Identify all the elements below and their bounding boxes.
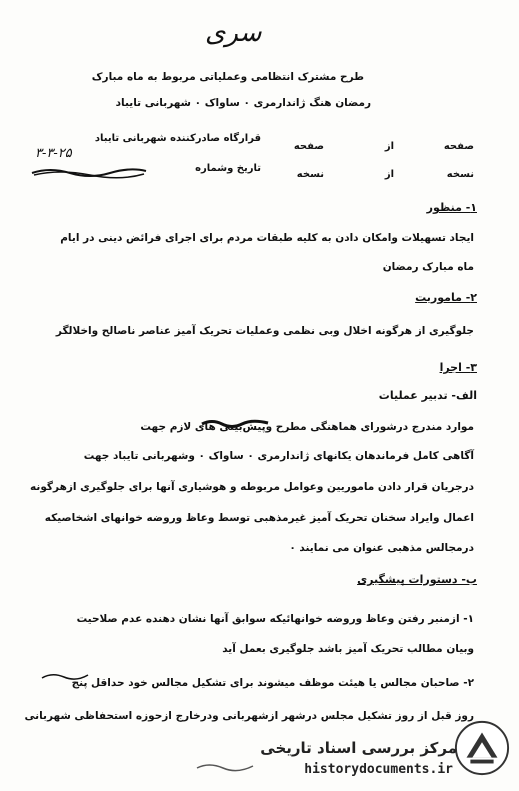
copy-total: نسخه xyxy=(296,169,324,180)
page-label: صفحه xyxy=(443,141,474,152)
copy-label: نسخه xyxy=(446,169,474,180)
section-2-heading: ۲- ماموریت xyxy=(415,291,477,304)
date-and-number-label: تاریخ وشماره xyxy=(195,163,261,174)
handwritten-correction-mark xyxy=(40,670,90,682)
section-3b-line-3: ۲- صاحبان مجالس یا هیئت موظف میشوند برای تشکیل مجالس خود حداقل پنج xyxy=(71,677,474,689)
redacted-text-mark xyxy=(200,418,270,430)
section-3a-line-3: درجریان قرار دادن ماموریین وعوامل مربوطه و هوشیاری آنها برای جلوگیری ازهرگونه xyxy=(30,481,474,493)
archive-logo-icon xyxy=(453,719,511,777)
document-title-line-1: طرح مشترک انتظامی وعملیاتی مربوط به ماه مبارک xyxy=(91,71,364,83)
section-1-line-2: ماه مبارک رمضان xyxy=(382,261,474,273)
section-3b-line-1: ۱- ازمنبر رفتن وعاظ وروضه خوانهائیکه سوابق آنها نشان دهنده عدم صلاحیت xyxy=(76,613,474,625)
section-1-line-1: ایجاد تسهیلات وامکان دادن به کلیه طبقات مردم برای اجرای فرائض دینی در ایام xyxy=(60,232,474,244)
document-title-line-2: رمضان هنگ ژاندارمری ۰ ساواک ۰ شهربانی تایباد xyxy=(115,97,371,109)
page-total: صفحه xyxy=(293,141,324,152)
handwritten-number: ۳-۳-۲۵ xyxy=(35,146,72,161)
classification-stamp: سری xyxy=(205,18,262,48)
section-3a-line-5: درمجالس مذهبی عنوان می نمایند ۰ xyxy=(289,542,474,554)
strikeout-mark xyxy=(30,165,148,179)
issuing-hq: قرارگاه صادرکننده شهربانی تایباد xyxy=(94,133,261,144)
section-2-line-1: جلوگیری از هرگونه اخلال وبی نظمی وعملیات تحریک آمیز عناصر ناصالح واخلالگر xyxy=(55,325,474,337)
section-3b-heading: ب- دستورات پیشگیری xyxy=(357,573,477,586)
section-3b-line-4: روز قبل از روز تشکیل مجلس درشهر ازشهربانی ودرخارج ازحوزه استحفاظی شهربانی xyxy=(24,710,474,722)
watermark-org-name: مرکز بررسی اسناد تاریخی xyxy=(260,739,457,757)
watermark-url: historydocuments.ir xyxy=(304,762,453,777)
page-of: از xyxy=(384,141,394,152)
footer-underline-mark xyxy=(195,760,255,774)
section-3b-line-2: وبیان مطالب تحریک آمیز باشد جلوگیری بعمل آید xyxy=(222,643,474,655)
copy-of: از xyxy=(384,169,394,180)
section-3a-line-4: اعمال وایراد سخنان تحریک آمیز غیرمذهبی توسط وعاظ وروضه خوانهای اشخاصیکه xyxy=(44,512,474,524)
section-3a-line-2: آگاهی کامل فرماندهان یکانهای ژاندارمری ۰ ساواک ۰ وشهربانی تایباد جهت xyxy=(83,450,474,462)
section-3-heading: ۳- اجرا xyxy=(439,361,477,374)
section-1-heading: ۱- منظور xyxy=(426,201,477,214)
section-3a-line-1: موارد مندرج درشورای هماهنگی مطرح وپیش‌بینی های لازم جهت xyxy=(140,421,474,433)
section-3a-heading: الف- تدبیر عملیات xyxy=(378,389,477,402)
